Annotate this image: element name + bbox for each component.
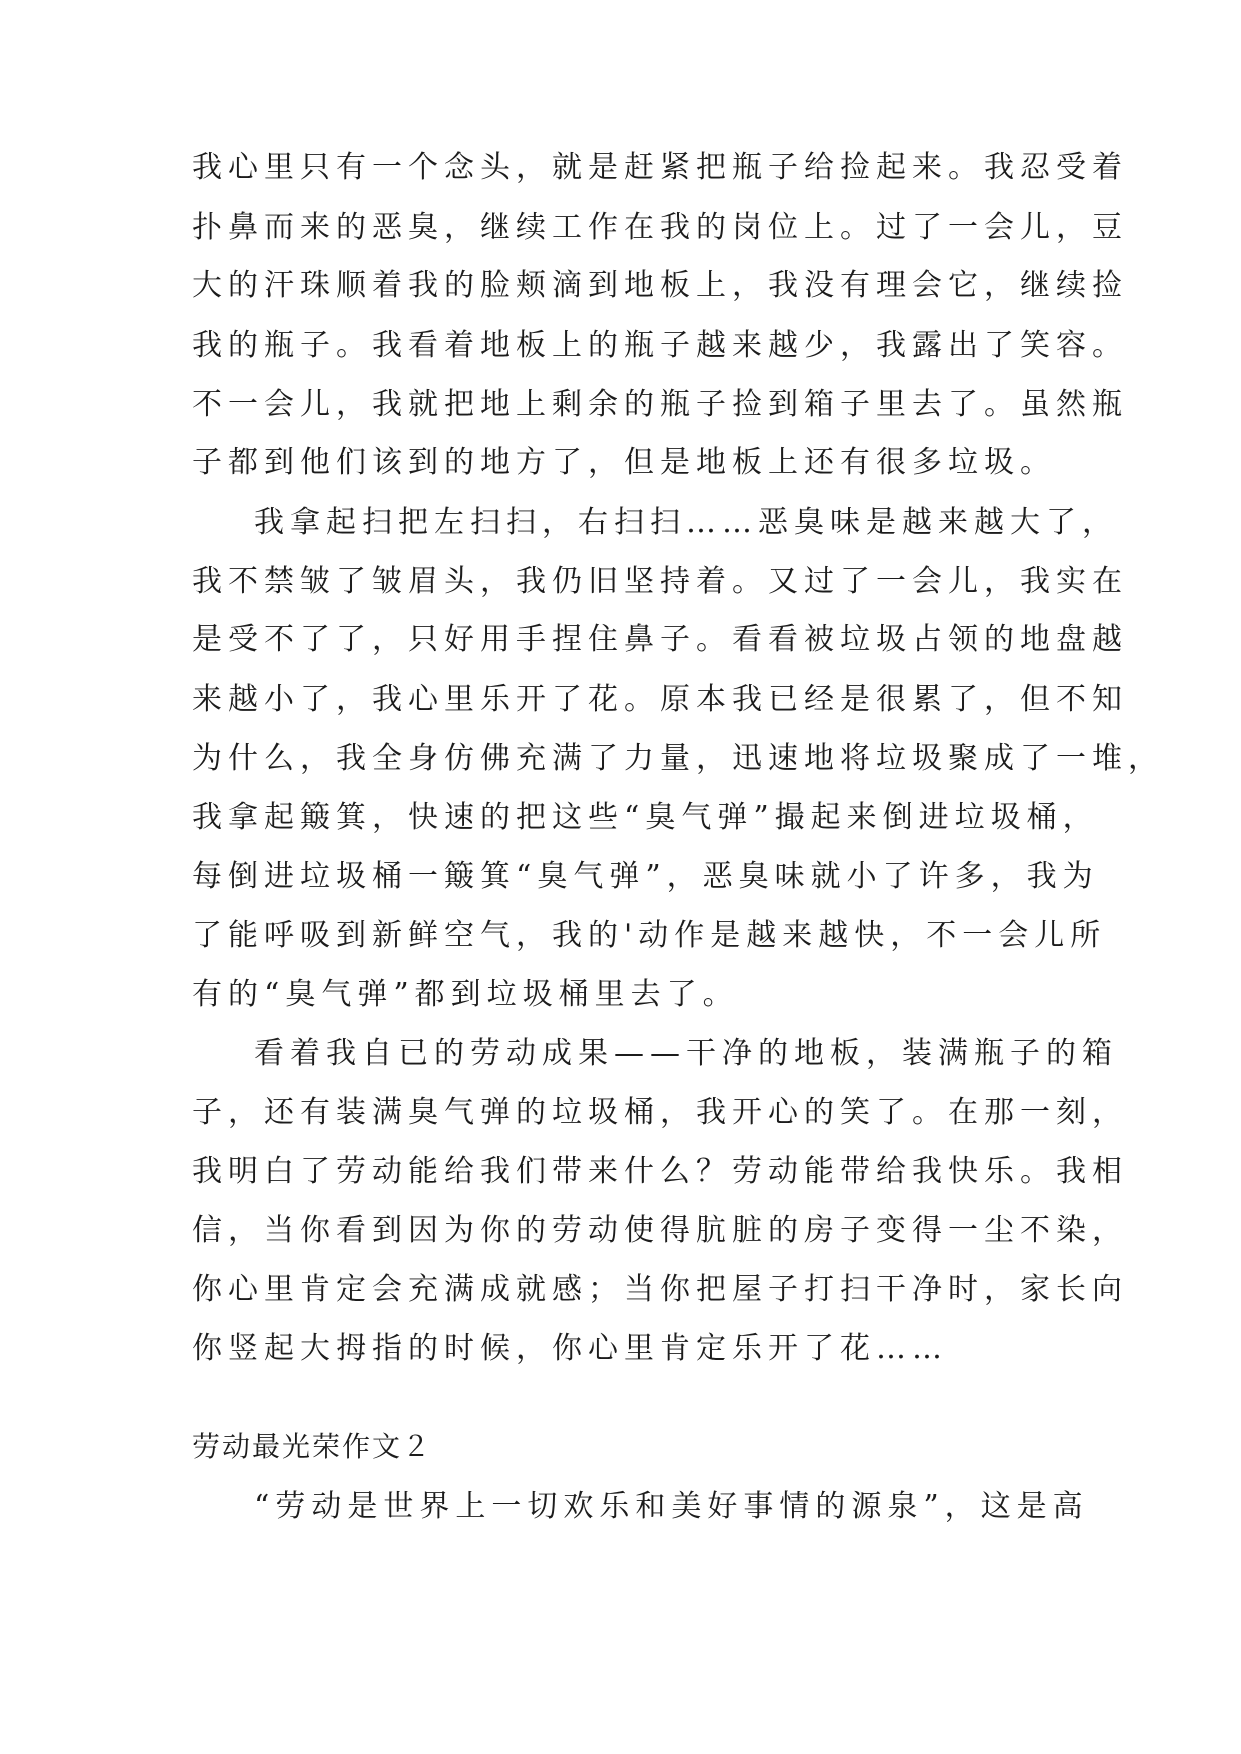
text-line: 来越小了，我心里乐开了花。原本我已经是很累了，但不知: [192, 682, 1128, 717]
text-line: 不一会儿，我就把地上剩余的瓶子捡到箱子里去了。虽然瓶: [192, 387, 1128, 422]
text-line: 扑鼻而来的恶臭，继续工作在我的岗位上。过了一会儿，豆: [192, 210, 1128, 245]
text-line: 我明白了劳动能给我们带来什么？劳动能带给我快乐。我相: [192, 1154, 1128, 1189]
text-line: 子，还有装满臭气弹的垃圾桶，我开心的笑了。在那一刻，: [192, 1095, 1128, 1130]
text-line: 我不禁皱了皱眉头，我仍旧坚持着。又过了一会儿，我实在: [192, 564, 1128, 599]
text-line: 我拿起簸箕，快速的把这些“臭气弹”撮起来倒进垃圾桶，: [192, 800, 1099, 835]
text-line: 大的汗珠顺着我的脸颊滴到地板上，我没有理会它，继续捡: [192, 268, 1128, 303]
text-line: 每倒进垃圾桶一簸箕“臭气弹”，恶臭味就小了许多，我为: [192, 859, 1099, 894]
text-line: 有的“臭气弹”都到垃圾桶里去了。: [192, 977, 739, 1012]
text-line: 你心里肯定会充满成就感；当你把屋子打扫干净时，家长向: [192, 1272, 1128, 1307]
text-line: 我拿起扫把左扫扫，右扫扫……恶臭味是越来越大了，: [254, 505, 1118, 540]
text-line: 了能呼吸到新鲜空气，我的'动作是越来越快，不一会儿所: [192, 918, 1107, 953]
text-line: 信，当你看到因为你的劳动使得肮脏的房子变得一尘不染，: [192, 1213, 1128, 1248]
text-line: 看着我自已的劳动成果——干净的地板，装满瓶子的箱: [254, 1036, 1118, 1071]
text-line: 子都到他们该到的地方了，但是地板上还有很多垃圾。: [192, 445, 1056, 480]
text-line: “劳动是世界上一切欢乐和美好事情的源泉”，这是高: [254, 1489, 1089, 1524]
text-line: 你竖起大拇指的时候，你心里肯定乐开了花……: [192, 1331, 948, 1366]
text-line: 是受不了了，只好用手捏住鼻子。看看被垃圾占领的地盘越: [192, 622, 1128, 657]
text-line: 我的瓶子。我看着地板上的瓶子越来越少，我露出了笑容。: [192, 328, 1128, 363]
text-line: 为什么，我全身仿佛充满了力量，迅速地将垃圾聚成了一堆，: [192, 741, 1164, 776]
text-line: 我心里只有一个念头，就是赶紧把瓶子给捡起来。我忍受着: [192, 150, 1128, 185]
section-heading: 劳动最光荣作文２: [192, 1430, 433, 1463]
